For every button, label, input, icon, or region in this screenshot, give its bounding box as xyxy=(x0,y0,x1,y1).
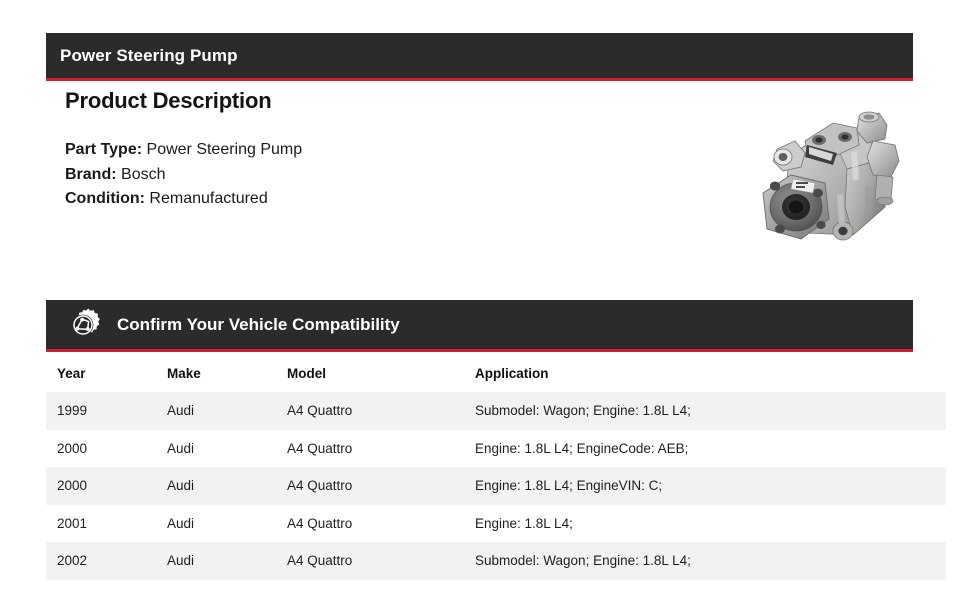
cell-application: Engine: 1.8L L4; EngineVIN: C; xyxy=(464,467,946,505)
spec-row-condition xyxy=(65,187,302,212)
table-row xyxy=(46,467,946,505)
cell-year: 2000 xyxy=(46,430,156,468)
column-header-year: Year xyxy=(46,355,156,392)
compatibility-heading: Confirm Your Vehicle Compatibility xyxy=(117,314,400,334)
compatibility-header xyxy=(46,300,913,352)
column-header-make: Make xyxy=(156,355,276,392)
cell-model: A4 Quattro xyxy=(276,430,464,468)
cell-model: A4 Quattro xyxy=(276,542,464,580)
product-description-heading: Product Description xyxy=(65,88,272,113)
spec-label-condition: Condition: xyxy=(65,190,145,207)
power-steering-pump-illustration xyxy=(733,83,913,263)
cell-application: Engine: 1.8L L4; EngineCode: AEB; xyxy=(464,430,946,468)
table-header xyxy=(46,355,946,392)
cell-application: Submodel: Wagon; Engine: 1.8L L4; xyxy=(464,392,946,430)
compatibility-table xyxy=(46,355,946,580)
cell-application: Engine: 1.8L L4; xyxy=(464,505,946,543)
cell-year: 1999 xyxy=(46,392,156,430)
column-header-application: Application xyxy=(464,355,946,392)
table-row xyxy=(46,542,946,580)
spec-row-part-type xyxy=(65,138,302,163)
product-title: Power Steering Pump xyxy=(60,45,238,65)
table-row xyxy=(46,392,946,430)
table-body xyxy=(46,392,946,580)
cell-year: 2002 xyxy=(46,542,156,580)
spec-label-brand: Brand: xyxy=(65,165,117,183)
cell-application: Submodel: Wagon; Engine: 1.8L L4; xyxy=(464,542,946,580)
spec-row-brand xyxy=(65,163,302,188)
spec-value-brand: Bosch xyxy=(121,165,166,183)
table-row xyxy=(46,430,946,468)
product-title-bar xyxy=(46,33,913,81)
cell-make: Audi xyxy=(156,542,276,580)
cell-model: A4 Quattro xyxy=(276,467,464,505)
cell-model: A4 Quattro xyxy=(276,505,464,543)
cell-year: 2001 xyxy=(46,505,156,543)
cell-make: Audi xyxy=(156,467,276,505)
cell-make: Audi xyxy=(156,392,276,430)
cell-year: 2000 xyxy=(46,467,156,505)
gear-icon xyxy=(66,308,100,342)
table-header-row xyxy=(46,355,946,392)
spec-value-condition: Remanufactured xyxy=(149,190,268,207)
table-row xyxy=(46,505,946,543)
cell-make: Audi xyxy=(156,430,276,468)
spec-label-part-type: Part Type: xyxy=(65,141,143,158)
cell-model: A4 Quattro xyxy=(276,392,464,430)
column-header-model: Model xyxy=(276,355,464,392)
spec-value-part-type: Power Steering Pump xyxy=(146,141,303,158)
product-image xyxy=(733,83,913,263)
cell-make: Audi xyxy=(156,505,276,543)
product-spec-list xyxy=(65,138,302,212)
